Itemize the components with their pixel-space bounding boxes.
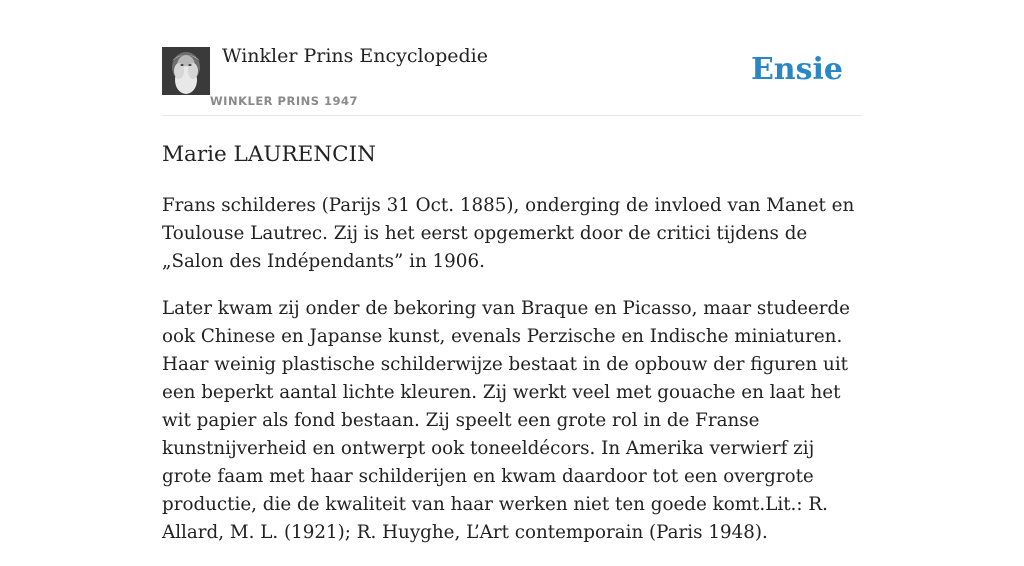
source-title-link[interactable]: Winkler Prins Encyclopedie xyxy=(222,45,488,67)
article-body xyxy=(162,140,862,566)
author-avatar[interactable] xyxy=(162,47,210,95)
portrait-image xyxy=(162,47,210,95)
article-paragraph: Frans schilderes (Parijs 31 Oct. 1885), onderging de invloed van Manet en Toulouse Lautrec. Zij is het eerst opgemerkt door de critici tijdens de „Salon des Indépendants” in 1906. xyxy=(162,195,855,272)
article-paragraph: Later kwam zij onder de bekoring van Braque en Picasso, maar studeerde ook Chinese en Japanse kunst, evenals Perzische en Indische miniaturen. Haar weinig plastische schilderwijze bestaat in de opbouw der figuren uit een beperkt aantal lichte kleuren. Zij werkt veel met gouache en laat het wit papier als fond bestaan. Zij speelt een grote rol in de Franse kunstnijverheid en ontwerpt ook toneeldécors. In Amerika verwierf zij grote faam met haar schilderijen en kwam daardoor tot een overgrote productie, die de kwaliteit van haar werken niet ten goede komt.Lit.: R. Allard, M. L. (1921); R. Huyghe, L’Art contemporain (Paris 1948). xyxy=(162,298,851,543)
brand-logo[interactable]: Ensie xyxy=(750,52,843,87)
article-header xyxy=(162,0,862,116)
article-title: Marie LAURENCIN xyxy=(162,142,376,167)
source-edition-label: WINKLER PRINS 1947 xyxy=(210,94,359,108)
